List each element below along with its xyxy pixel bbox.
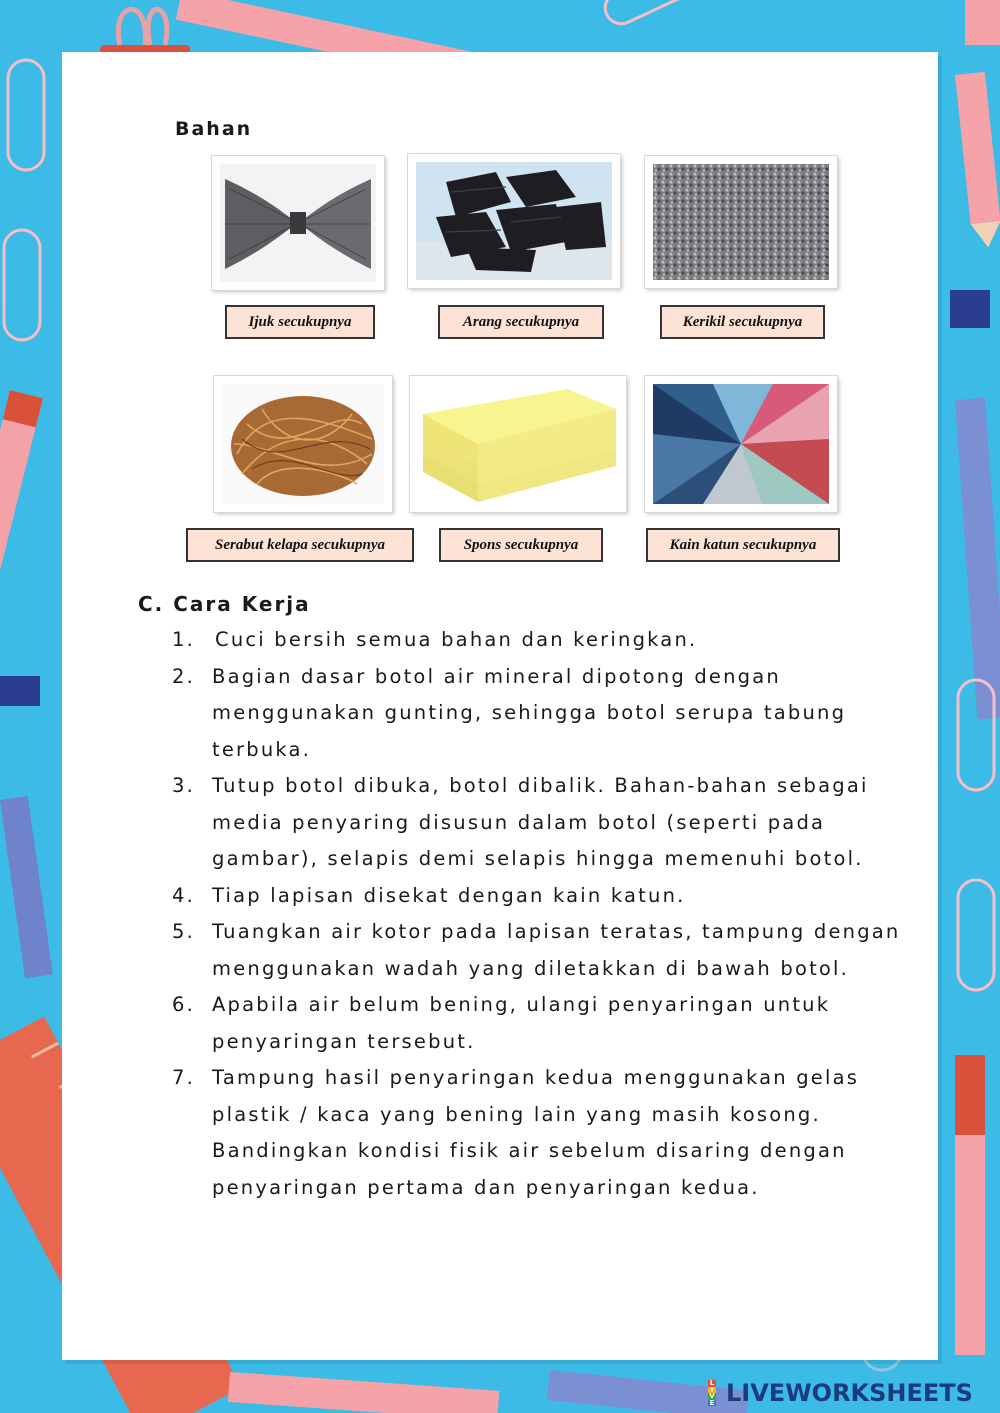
step-item [172, 987, 902, 1060]
liveworksheets-watermark[interactable] [700, 1378, 973, 1408]
label-arang: Arang secukupnya [438, 305, 604, 339]
coconut-fiber-image [222, 384, 384, 504]
material-image-arang [408, 154, 620, 288]
material-image-kain [645, 376, 837, 512]
step-item [172, 878, 902, 915]
step-item [172, 1060, 902, 1206]
watermark-text: LIVEWORKSHEETS [726, 1379, 973, 1407]
label-serabut: Serabut kelapa secukupnya [186, 528, 414, 562]
gravel-image [653, 164, 829, 280]
material-image-serabut [214, 376, 392, 512]
step-number: 4. [172, 883, 196, 907]
step-item [172, 622, 902, 659]
step-number: 7. [172, 1066, 196, 1089]
step-text: Tiap lapisan disekat dengan kain katun. [212, 883, 686, 907]
step-text: Tampung hasil penyaringan kedua menggunakan gelas plastik / kaca yang bening lain yang masih kosong. Bandingkan kondisi fisik air sebelum disaring dengan penyaringan pertama dan penyaringan kedua. [212, 1066, 860, 1199]
step-item [172, 914, 902, 987]
liveworksheets-logo-icon: L I V E [709, 1379, 715, 1407]
material-image-ijuk [212, 156, 384, 290]
step-number: 5. [172, 920, 196, 943]
step-number: 6. [172, 993, 196, 1016]
charcoal-image [416, 162, 612, 280]
step-number: 1. [172, 628, 196, 651]
cotton-cloth-image [653, 384, 829, 504]
step-text: Tuangkan air kotor pada lapisan teratas, tampung dengan menggunakan wadah yang diletakkan di bawah botol. [212, 920, 901, 980]
step-text: Bagian dasar botol air mineral dipotong dengan menggunakan gunting, sehingga botol serupa tabung terbuka. [212, 664, 847, 761]
label-ijuk: Ijuk secukupnya [225, 305, 375, 339]
step-item [172, 768, 902, 878]
sponge-image [418, 384, 618, 504]
procedure-heading: C. Cara Kerja [138, 592, 311, 616]
material-image-spons [410, 376, 626, 512]
ijuk-fiber-image [220, 164, 376, 282]
step-text: Apabila air belum bening, ulangi penyaringan untuk penyaringan tersebut. [212, 993, 831, 1053]
step-text: Cuci bersih semua bahan dan keringkan. [215, 628, 698, 651]
procedure-steps [172, 622, 902, 1206]
label-kain: Kain katun secukupnya [646, 528, 840, 562]
materials-heading: Bahan [175, 118, 253, 140]
step-number: 2. [172, 664, 196, 688]
label-kerikil: Kerikil secukupnya [660, 305, 825, 339]
material-image-kerikil [645, 156, 837, 288]
label-spons: Spons secukupnya [439, 528, 603, 562]
step-item [172, 659, 902, 769]
step-text: Tutup botol dibuka, botol dibalik. Bahan-bahan sebagai media penyaring disusun dalam botol (seperti pada gambar), selapis demi selapis hingga memenuhi botol. [212, 774, 869, 870]
step-number: 3. [172, 774, 196, 797]
